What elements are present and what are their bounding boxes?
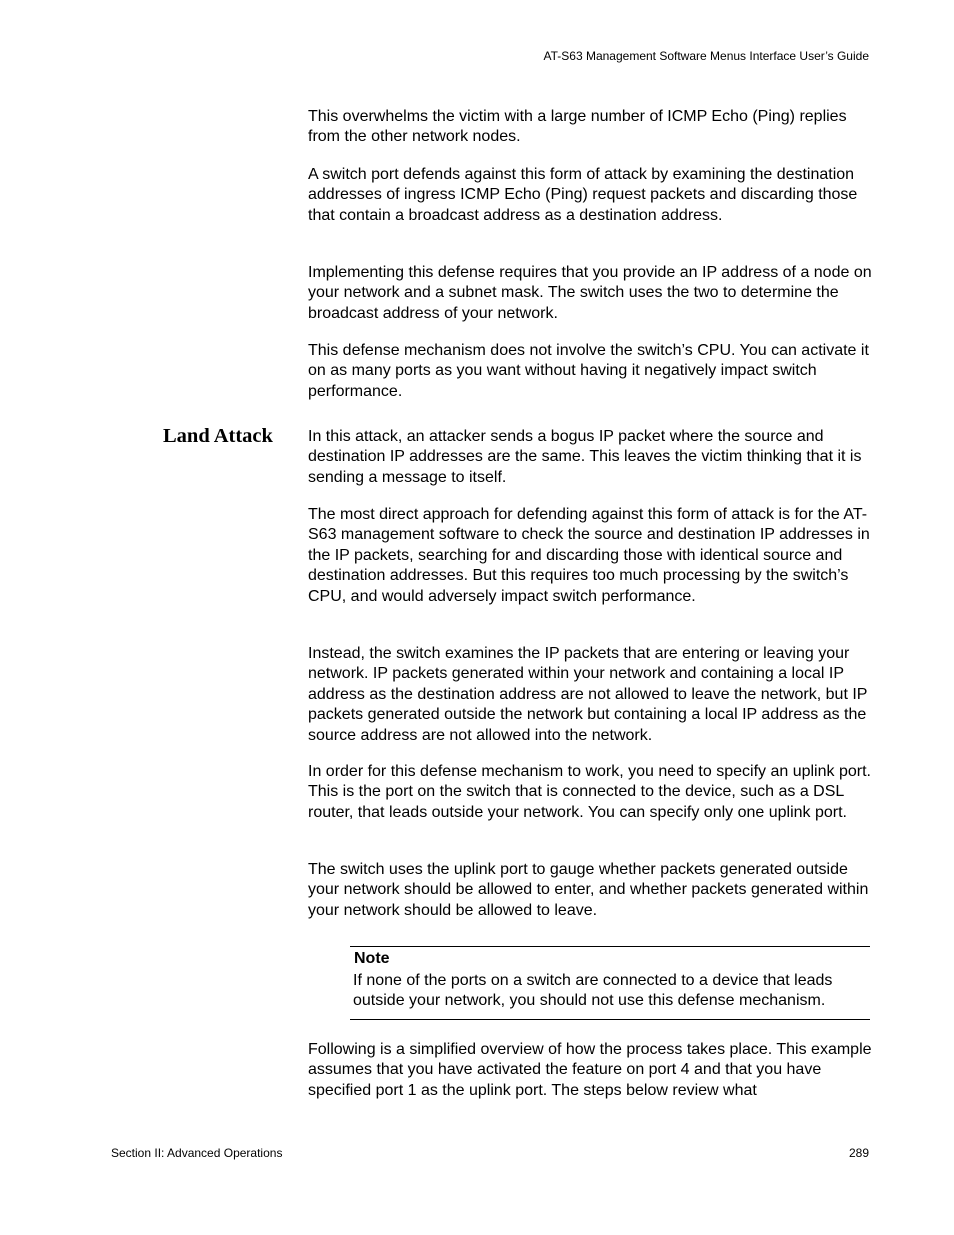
intro-paragraph-1: This overwhelms the victim with a large number of ICMP Echo (Ping) replies from the other network nodes. (308, 108, 847, 146)
closing-paragraph: Following is a simplified overview of how the process takes place. This example assumes that you have activated the feature on port 4 and that you have specified port 1 as the uplink port. The steps below review what (308, 1041, 872, 1099)
note-title: Note (354, 950, 390, 967)
intro-paragraph-3: Implementing this defense requires that you provide an IP address of a node on your network and a subnet mask. The switch uses the two to determine the broadcast address of your network. (308, 264, 872, 322)
land-attack-paragraph-5: The switch uses the uplink port to gauge whether packets generated outside your network should be allowed to enter, and whether packets generated within your network should be allowed to leave. (308, 861, 869, 919)
land-attack-paragraph-3: Instead, the switch examines the IP packets that are entering or leaving your network. IP packets generated within your network and containing a local IP address as the destination address are not allowed to leave the network, but IP packets generated outside the network but containing a local IP address as the source address are not allowed into the network. (308, 645, 868, 744)
land-attack-paragraph-2: The most direct approach for defending against this form of attack is for the AT-S63 management software to check the source and destination IP addresses in the IP packets, searching for and discarding those with identical source and destination addresses. But this requires too much processing by the switch’s CPU, and would adversely impact switch performance. (308, 506, 870, 605)
section-heading-land-attack: Land Attack (163, 425, 273, 447)
land-attack-paragraph-1: In this attack, an attacker sends a bogus IP packet where the source and destination IP addresses are the same. This leaves the victim thinking that it is sending a message to itself. (308, 428, 862, 486)
note-box (350, 946, 870, 1020)
intro-paragraph-2: A switch port defends against this form of attack by examining the destination addresses of ingress ICMP Echo (Ping) request packets and discarding those that contain a broadcast address as a destination address. (308, 166, 858, 224)
footer-section-label: Section II: Advanced Operations (111, 1146, 283, 1160)
note-body: If none of the ports on a switch are connected to a device that leads outside your network, you should not use this defense mechanism. (353, 972, 833, 1010)
page-number: 289 (848, 1146, 869, 1160)
running-header: AT-S63 Management Software Menus Interface User’s Guide (543, 49, 869, 63)
land-attack-paragraph-4: In order for this defense mechanism to work, you need to specify an uplink port. This is the port on the switch that is connected to the device, such as a DSL router, that leads outside your network. You can specify only one uplink port. (308, 763, 871, 821)
intro-paragraph-4: This defense mechanism does not involve the switch’s CPU. You can activate it on as many ports as you want without having it negatively impact switch performance. (308, 342, 869, 400)
